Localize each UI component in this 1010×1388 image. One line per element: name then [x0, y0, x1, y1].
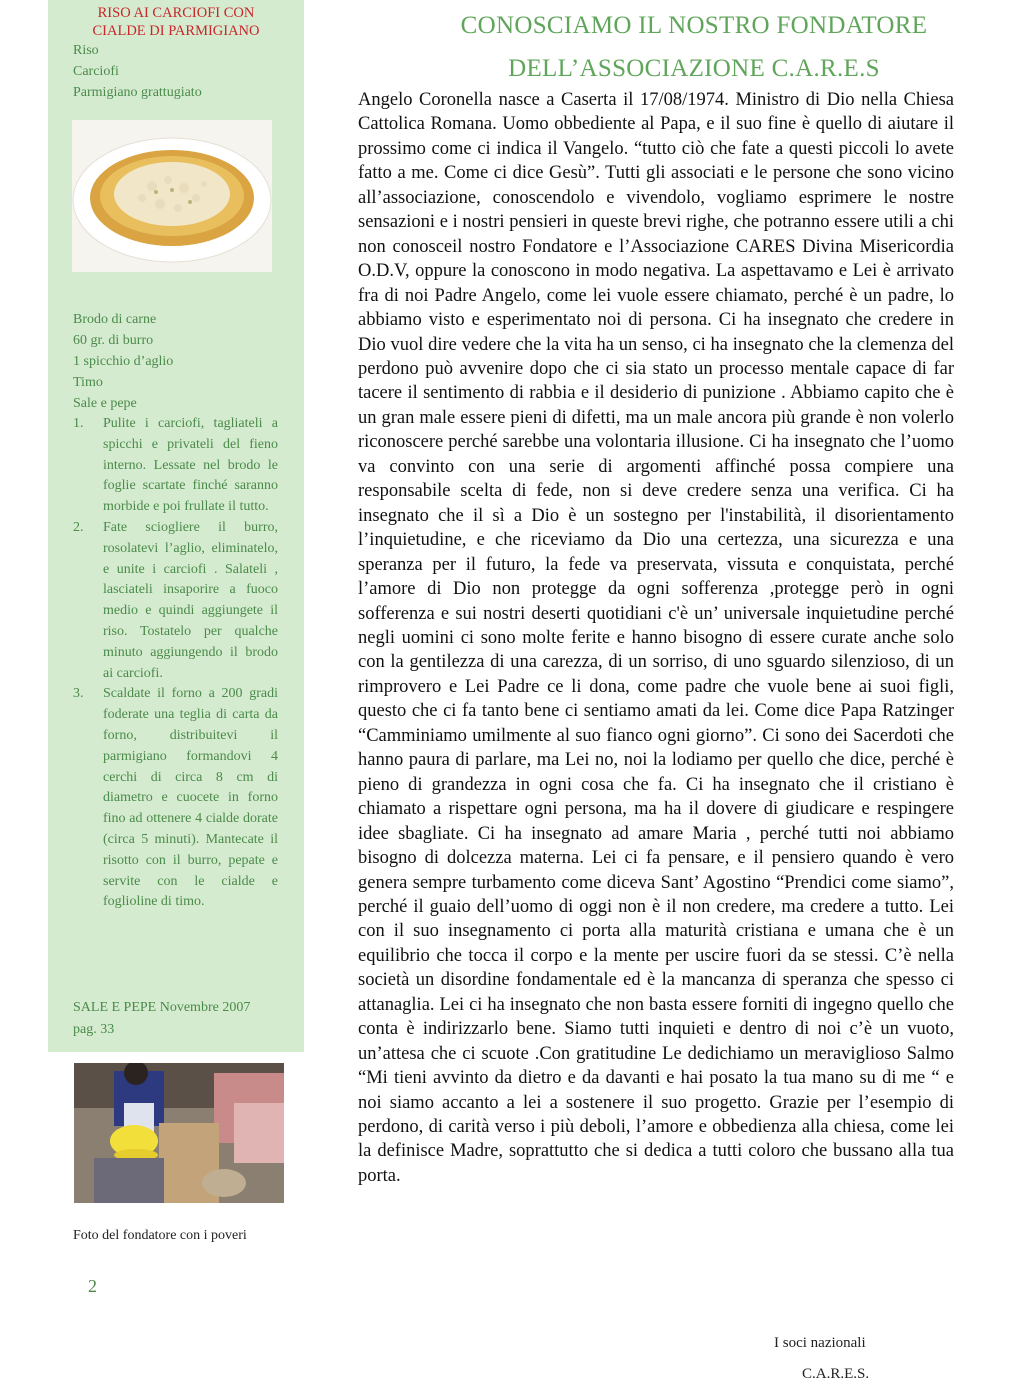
step-text: Pulite i carciofi, tagliateli a spicchi e privateli del fieno interno. Lessate nel brodo le foglie scartate finché saranno morbide e poi frullate il tutto. — [103, 416, 278, 515]
ingredient-item: 60 gr. di burro — [73, 333, 154, 348]
ingredients-list-top — [73, 40, 202, 103]
step-number: 3. — [73, 686, 84, 702]
recipe-title-line-2: CIALDE DI PARMIGIANO — [92, 23, 260, 39]
article-heading-line-1: CONOSCIAMO IL NOSTRO FONDATORE — [460, 12, 928, 39]
recipe-title-line-1: RISO AI CARCIOFI CON — [97, 5, 255, 21]
step-text: Scaldate il forno a 200 gradi foderate una teglia di carta da forno, distribuitevi il parmigiano formandovi 4 cerchi di circa 8 cm di diametro e cuocete in forno fino ad ottenere 4 cialde dorate (circa 5 minuti). Mantecate il risotto con il burro, pepate e servite con le cialde e foglioline di timo. — [103, 686, 278, 910]
step-number: 1. — [73, 416, 84, 431]
signature-members: I soci nazionali — [774, 1335, 866, 1351]
ingredient-item: Riso — [73, 43, 99, 58]
recipe-steps — [73, 414, 278, 913]
step-text: Fate sciogliere il burro, rosolatevi l’aglio, eliminatelo, e unite i carciofi . Salateli , lasciateli insaporire a fuoco medio e quindi aggiungete il riso. Tostatelo per qualche minuto aggiungendo il brodo ai carciofi. — [103, 519, 278, 681]
recipe-title — [48, 4, 304, 40]
recipe-step — [73, 414, 278, 518]
photo-caption: Foto del fondatore con i poveri — [73, 1228, 247, 1243]
ingredients-list-bottom — [73, 309, 173, 414]
ingredient-item: Carciofi — [73, 64, 119, 79]
ingredient-item: Sale e pepe — [73, 396, 137, 411]
recipe-source — [73, 997, 250, 1041]
page-number: 2 — [88, 1276, 97, 1296]
ingredient-item: Parmigiano grattugiato — [73, 85, 202, 100]
recipe-step — [73, 684, 278, 913]
source-magazine: SALE E PEPE Novembre 2007 — [73, 1000, 251, 1015]
ingredient-item: Timo — [73, 375, 103, 390]
article-heading-line-2: DELL’ASSOCIAZIONE C.A.R.E.S — [508, 55, 880, 82]
source-page: pag. 33 — [73, 1022, 115, 1037]
step-number: 2. — [73, 519, 84, 535]
risotto-photo — [72, 120, 272, 272]
ingredient-item: Brodo di carne — [73, 312, 157, 327]
founder-photo — [74, 1063, 284, 1203]
recipe-step — [73, 518, 278, 684]
signature-association: C.A.R.E.S. — [802, 1366, 870, 1382]
article-body: Angelo Coronella nasce a Caserta il 17/08/1974. Ministro di Dio nella Chiesa Cattolica Romana. Uomo obbediente al Papa, e il suo fine è quello di aiutare il prossimo come ci indica il Vangelo. “tutto ciò che fate a questi piccoli lo avete fatto a me. Come ci dice Gesù”. Tutti gli associati e le persone che sono vicino all’associazione, conoscendolo e vivendolo, vogliamo esprimere le nostre sensazioni e i nostri pensieri in queste brevi righe, che potranno essere utili a chi non conosceil nostro Fondatore e l’Associazione CARES Divina Misericordia O.D.V, oppure la conoscono in modo negativa. La aspettavamo e Lei è arrivato fra di noi Padre Angelo, come lei vuole essere chiamato, perché è un padre, lo abbiamo visto e esperimentato noi di persona. Ci ha insegnato che credere in Dio vuol dire vedere che la vita ha un senso, ci ha insegnato che la clemenza del perdono può avvenire dopo che ci sia stato un processo mentale capace di far tacere il sentimento di rabbia e il desiderio di punizione . Abbiamo capito che è un gran male essere pieni di difetti, ma un male ancora più grande è non volerlo riconoscere perché sarebbe una volontaria illusione. Ci ha insegnato che l’uomo va convinto con una serie di argomenti affinché possa compiere una responsabile scelta di fede, non si deve credere senza una verifica. Ci ha insegnato che il sì a Dio è un sostegno per l'instabilità, il disorientamento l’inquietudine, e che riceviamo da Dio una certezza, una sicurezza e una speranza per il futuro, la fede va preservata, vissuta e conquistata, perché l’amore di Dio non protegge da ogni sofferenza ,protegge però in ogni sofferenza e sui nostri deserti quotidiani c'è un’ universale inquietudine perché negli uomini ci sono molte ferite e hanno bisogno di essere curate anche solo con la gentilezza di una carezza, di un sorriso, di uno sguardo silenzioso, di un rimprovero e Lei Padre ce li dona, come padre che vuole bene ai suoi figli, questo che ci fa tanto bene ci sentiamo amati da lei. Come dice Papa Ratzinger “Camminiamo umilmente al suo fianco ogni giorno”. Ci sono dei Sacerdoti che hanno paura di parlare, ma Lei no, noi la lodiamo per quello che dice, perché è pieno di grandezza in ogni cosa che fa. Ci ha insegnato che il cristiano è chiamato a rispettare ogni persona, ma ha il dovere di giudicare e respingere idee sbagliate. Ci ha insegnato ad amare Maria , perché tutti noi abbiamo bisogno di dolcezza materna. Lei ci fa pensare, e il pensiero quando è vero genera sempre turbamento come diceva Sant’ Agostino “Prendici come siamo”, perché il guaio dell’uomo di oggi non è il non credere, ma credere a tutto. Lei con il suo insegnamento ci porta alla maturità cristiana e umana che è un equilibrio che tocca il corpo e la mente per uscire fuori da se stessi. C’è nella società un disordine fondamentale ed è la mancanza di speranza che spesso ci attanaglia. Lei ci ha insegnato che non basta essere forniti di ingegno quello che conta è indirizzarlo bene. Siamo tutti inquieti e dentro di noi c’è un vuoto, un’attesa che ci scuote .Con gratitudine Le dedichiamo un meraviglioso Salmo “Mi tieni avvinto da dietro e da davanti e hai posato la tua mano su di me “ e noi siamo accanto a lei a sostenere il suo progetto. Grazie per l’esempio di perdono, di carità verso i più deboli, l’amore e obbedienza alla chiesa, come lei la definisce Madre, soprattutto che si dedica a tutti coloro che bussano alla tua porta. — [358, 90, 954, 1186]
ingredient-item: 1 spicchio d’aglio — [73, 354, 174, 369]
